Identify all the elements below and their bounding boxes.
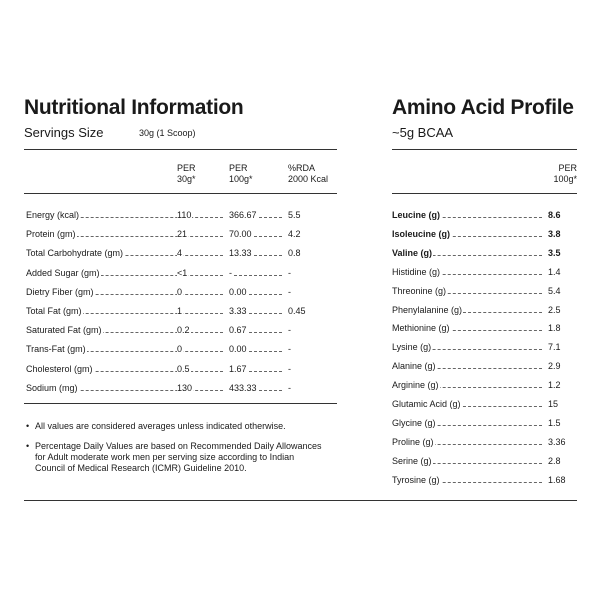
amino-row — [392, 322, 577, 334]
amino-value: 2.8 — [548, 455, 561, 466]
header-line2: 100g* — [553, 174, 577, 184]
nutrient-value-v1: 0 — [177, 286, 183, 297]
nutrient-value-v3: - — [288, 363, 291, 374]
nutrient-label: Trans-Fat (gm) — [26, 344, 86, 355]
nutrient-value-v3: 0.45 — [288, 306, 306, 316]
amino-label: Proline (g) — [392, 436, 434, 447]
bottom-divider — [24, 500, 577, 501]
amino-subtitle: ~5g BCAA — [392, 125, 454, 140]
nutrition-row — [26, 305, 326, 317]
amino-value: 1.5 — [548, 417, 561, 428]
amino-row — [392, 341, 577, 353]
amino-label: Isoleucine (g) — [392, 228, 451, 239]
nutrition-row — [26, 324, 326, 336]
nutrient-value-v1: <1 — [177, 267, 188, 278]
nutrition-row — [26, 247, 326, 259]
nutrition-row — [26, 267, 326, 279]
amino-row — [392, 417, 577, 429]
amino-value: 15 — [548, 399, 559, 409]
amino-row — [392, 455, 577, 467]
amino-label: Glycine (g) — [392, 417, 436, 428]
nutrition-row — [26, 363, 326, 375]
amino-value: 1.8 — [548, 323, 561, 334]
nutrient-label: Cholesterol (gm) — [26, 363, 93, 374]
amino-label: Histidine (g) — [392, 266, 441, 277]
nutrient-label: Total Carbohydrate (gm) — [26, 248, 124, 259]
nutrient-label: Sodium (mg) — [26, 382, 78, 393]
amino-row — [392, 285, 577, 297]
servings-value: 30g (1 Scoop) — [139, 128, 196, 138]
header-line2: 2000 Kcal — [288, 174, 329, 184]
nutrient-value-v3: 5.5 — [288, 210, 301, 220]
amino-row — [392, 266, 577, 278]
amino-label: Threonine (g) — [392, 285, 447, 296]
nutrient-value-v3: 4.2 — [288, 229, 301, 240]
nutrition-row — [26, 286, 326, 298]
header-line1: PER — [177, 163, 196, 173]
bullet-icon: • — [26, 421, 30, 431]
amino-value: 1.2 — [548, 380, 561, 391]
header-per-30g — [177, 163, 196, 185]
amino-label: Alanine (g) — [392, 361, 436, 372]
nutrient-value-v1: 0.5 — [177, 363, 190, 374]
nutrition-title: Nutritional Information — [24, 96, 244, 119]
amino-value: 5.4 — [548, 285, 561, 296]
amino-row — [392, 398, 577, 410]
amino-row — [392, 304, 577, 316]
amino-row — [392, 360, 577, 372]
nutrition-row — [26, 228, 326, 240]
amino-label: Serine (g) — [392, 455, 432, 466]
amino-title: Amino Acid Profile — [392, 96, 574, 119]
header-line2: 30g* — [177, 174, 196, 184]
amino-value: 2.5 — [548, 304, 561, 315]
amino-row — [392, 228, 577, 240]
nutrient-label: Added Sugar (gm) — [26, 267, 100, 278]
header-line1: PER — [229, 163, 248, 173]
bullet-icon: • — [26, 441, 30, 451]
header-line2: 100g* — [229, 174, 253, 184]
amino-label: Arginine (g) — [392, 380, 439, 391]
nutrient-value-v2: 0.00 — [229, 286, 247, 297]
dotted-leader — [229, 275, 282, 276]
nutrient-value-v3: - — [288, 267, 291, 278]
nutrient-value-v3: - — [288, 325, 291, 336]
amino-row — [392, 379, 577, 391]
nutrient-value-v3: - — [288, 344, 291, 355]
amino-top-divider — [392, 149, 577, 150]
nutrient-value-v3: 0.8 — [288, 248, 301, 259]
nutrition-row — [26, 209, 326, 221]
nutrient-value-v2: 0.67 — [229, 325, 247, 336]
nutrient-value-v3: - — [288, 286, 291, 297]
amino-value: 2.9 — [548, 361, 561, 372]
nutrient-label: Protein (gm) — [26, 229, 76, 240]
amino-row — [392, 209, 577, 221]
nutrient-label: Total Fat (gm) — [26, 306, 82, 316]
amino-row — [392, 474, 577, 486]
amino-value: 3.36 — [548, 436, 566, 447]
amino-label: Methionine (g) — [392, 323, 450, 334]
nutrition-row — [26, 382, 326, 394]
nutrient-value-v1: 110 — [177, 210, 192, 220]
amino-label: Phenylalanine (g) — [392, 304, 463, 315]
nutrient-value-v2: 3.33 — [229, 306, 247, 316]
amino-label: Glutamic Acid (g) — [392, 399, 461, 409]
note-text: Percentage Daily Values are based on Recommended Daily Allowances for Adult moderate work men per serving size according to Indian Council of Medical Research (ICMR) Guideline 2010. — [35, 441, 322, 473]
amino-value: 3.5 — [548, 247, 561, 258]
nutrient-value-v1: 4 — [177, 248, 183, 259]
amino-row — [392, 436, 577, 448]
nutrient-value-v2: 1.67 — [229, 363, 247, 374]
amino-label: Tyrosine (g) — [392, 474, 440, 485]
header-line1: %RDA — [288, 163, 316, 173]
amino-value: 1.68 — [548, 474, 566, 485]
nutrition-header-divider — [24, 193, 337, 194]
amino-value: 7.1 — [548, 342, 561, 353]
nutrient-label: Energy (kcal) — [26, 210, 80, 220]
nutrient-value-v2: 366.67 — [229, 210, 257, 220]
nutrient-value-v2: 70.00 — [229, 229, 252, 240]
nutrient-value-v3: - — [288, 382, 291, 393]
amino-value: 3.8 — [548, 228, 561, 239]
nutrient-value-v2: - — [229, 267, 232, 278]
amino-label: Leucine (g) — [392, 210, 441, 220]
note-text: All values are considered averages unless indicated otherwise. — [35, 421, 286, 431]
nutrient-value-v1: 0 — [177, 344, 183, 355]
amino-header-per-100g — [545, 163, 577, 185]
note-item — [26, 421, 344, 433]
nutrient-label: Saturated Fat (gm) — [26, 325, 102, 336]
amino-value: 8.6 — [548, 210, 561, 220]
nutrient-value-v2: 433.33 — [229, 382, 257, 393]
nutrition-top-divider — [24, 149, 337, 150]
note-item — [26, 441, 344, 491]
amino-label: Lysine (g) — [392, 342, 432, 353]
nutrient-value-v2: 0.00 — [229, 344, 247, 355]
amino-value: 1.4 — [548, 266, 561, 277]
nutrient-value-v1: 21 — [177, 229, 188, 240]
header-per-100g — [229, 163, 253, 185]
servings-label: Servings Size — [24, 125, 104, 140]
amino-header-divider — [392, 193, 577, 194]
nutrient-value-v1: 1 — [177, 306, 183, 316]
nutrition-row — [26, 343, 326, 355]
nutrient-value-v1: 0.2 — [177, 325, 190, 336]
nutrient-value-v1: 130 — [177, 382, 193, 393]
header-line1: PER — [558, 163, 577, 173]
nutrient-value-v2: 13.33 — [229, 248, 252, 259]
amino-row — [392, 247, 577, 259]
nutrition-notes-divider — [24, 403, 337, 404]
amino-label: Valine (g) — [392, 247, 433, 258]
header-rda — [288, 163, 328, 185]
nutrient-label: Dietry Fiber (gm) — [26, 286, 94, 297]
